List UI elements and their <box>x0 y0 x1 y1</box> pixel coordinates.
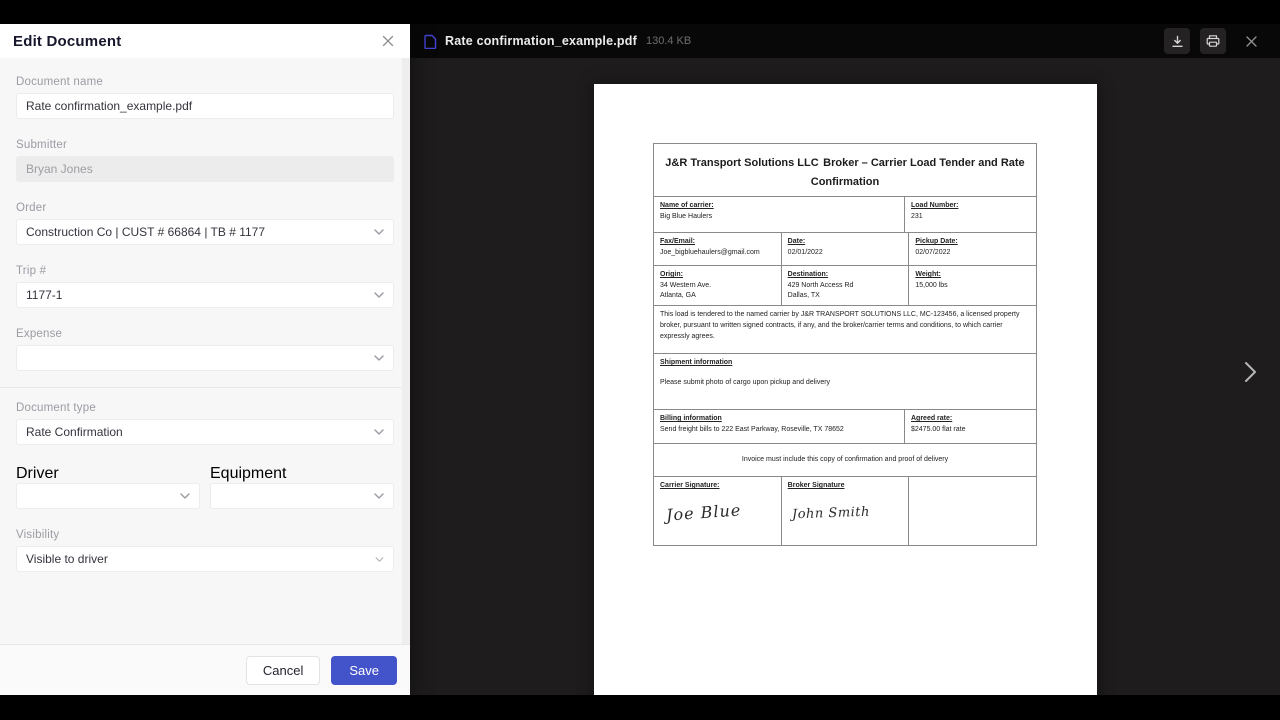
invoice-note: Invoice must include this copy of confirmation and proof of delivery <box>741 456 949 464</box>
trip-label: Trip # <box>16 265 47 277</box>
top-letterbox-bar <box>0 0 1280 24</box>
trip-select-value: 1177-1 <box>26 288 63 302</box>
viewer-file-size: 130.4 KB <box>645 35 692 47</box>
agreed-rate-label: Agreed rate: <box>911 415 953 422</box>
expense-label: Expense <box>16 328 63 340</box>
pickup-date-cell <box>908 233 1036 265</box>
modal-header <box>0 24 410 58</box>
document-type-select[interactable] <box>16 419 394 445</box>
carrier-label: Name of carrier: <box>660 202 714 209</box>
order-select-value: Construction Co | CUST # 66864 | TB # 1177 <box>26 225 266 239</box>
visibility-field-group <box>16 529 394 572</box>
order-select[interactable] <box>16 219 394 245</box>
modal-close-button[interactable] <box>381 34 395 48</box>
broker-signature-label: Broker Signature <box>787 482 845 489</box>
order-label: Order <box>16 202 47 214</box>
table-row <box>654 476 1036 545</box>
invoice-note-cell <box>654 451 1036 468</box>
submitter-input <box>16 156 394 182</box>
table-row <box>654 443 1036 476</box>
carrier-signature: Joe Blue <box>665 500 742 525</box>
expense-field-group <box>16 328 394 371</box>
legal-cell <box>654 306 1036 353</box>
table-row <box>654 265 1036 305</box>
order-field-group <box>16 202 394 245</box>
table-row <box>654 305 1036 353</box>
pdf-viewer-header <box>410 24 1280 58</box>
legal-text: This load is tendered to the named carrier by J&R TRANSPORT SOLUTIONS LLC, MC-123456, a licensed property broker, pursuant to written signed contracts, if any, and the broker/carrier terms and conditions, to which carrier expressly agrees. <box>660 311 1020 340</box>
load-number-label: Load Number: <box>911 202 959 209</box>
modal-title: Edit Document <box>13 32 122 50</box>
modal-footer <box>0 644 410 695</box>
trip-select[interactable] <box>16 282 394 308</box>
table-row <box>654 196 1036 232</box>
agreed-rate-value: $2475.00 flat rate <box>911 425 966 433</box>
download-icon <box>1171 35 1184 48</box>
document-name-input[interactable] <box>16 93 394 119</box>
date-cell <box>781 233 909 265</box>
driver-equipment-row <box>16 465 394 509</box>
carrier-signature-cell <box>654 477 781 545</box>
broker-signature-cell <box>781 477 909 545</box>
chevron-down-icon <box>180 493 190 499</box>
document-name-label: Document name <box>16 76 103 88</box>
date-value: 02/01/2022 <box>787 248 823 256</box>
submitter-label: Submitter <box>16 139 68 151</box>
carrier-signature-label: Carrier Signature: <box>660 482 720 489</box>
chevron-down-icon <box>374 229 384 235</box>
chevron-down-icon <box>374 355 384 361</box>
document-type-field-group <box>16 402 394 445</box>
broker-signature: John Smith <box>791 504 870 523</box>
printer-icon <box>1206 34 1220 48</box>
print-button[interactable] <box>1200 28 1226 54</box>
billing-cell <box>654 410 904 443</box>
chevron-down-icon <box>374 292 384 298</box>
modal-scrollbar[interactable] <box>402 58 410 668</box>
destination-cell <box>781 266 909 305</box>
weight-cell <box>908 266 1036 305</box>
shipment-text: Please submit photo of cargo upon pickup and delivery <box>660 378 831 386</box>
save-button[interactable]: Save <box>331 656 397 685</box>
billing-label: Billing information <box>660 415 722 422</box>
pdf-title-line1: J&R Transport Solutions LLC <box>665 157 819 169</box>
pdf-title-block <box>654 144 1036 196</box>
equipment-label: Equipment <box>210 465 287 482</box>
submitter-field-group <box>16 139 394 182</box>
document-type-select-value: Rate Confirmation <box>26 425 123 439</box>
close-icon <box>381 34 395 48</box>
pdf-file-icon <box>424 34 437 49</box>
driver-label: Driver <box>16 465 59 482</box>
origin-line1: 34 Western Ave. <box>660 281 712 289</box>
date-label: Date: <box>787 238 806 245</box>
load-number-cell <box>904 197 1036 232</box>
document-type-label: Document type <box>16 402 96 414</box>
agreed-rate-cell <box>904 410 1036 443</box>
download-button[interactable] <box>1164 28 1190 54</box>
pickup-date-label: Pickup Date: <box>915 238 958 245</box>
shipment-cell <box>654 354 1036 409</box>
trip-field-group <box>16 265 394 308</box>
shipment-label: Shipment information <box>660 359 733 366</box>
edit-document-modal <box>0 24 410 695</box>
cancel-button[interactable]: Cancel <box>246 656 320 685</box>
viewer-file-name: Rate confirmation_example.pdf <box>445 34 637 48</box>
visibility-label: Visibility <box>16 529 60 541</box>
origin-cell <box>654 266 781 305</box>
table-row <box>654 409 1036 443</box>
document-name-field-group <box>16 76 394 119</box>
fax-email-cell <box>654 233 781 265</box>
fax-email-label: Fax/Email: <box>660 238 696 245</box>
billing-text: Send freight bills to 222 East Parkway, Roseville, TX 78652 <box>660 425 844 433</box>
origin-label: Origin: <box>660 271 683 278</box>
table-row <box>654 232 1036 265</box>
expense-select[interactable] <box>16 345 394 371</box>
modal-body <box>0 58 410 572</box>
chevron-down-icon <box>375 557 384 562</box>
bottom-letterbox-bar <box>0 695 1280 720</box>
driver-field-group <box>16 465 200 509</box>
next-page-button[interactable] <box>1243 360 1258 389</box>
pickup-date-value: 02/07/2022 <box>915 248 951 256</box>
equipment-select[interactable] <box>210 483 394 509</box>
section-divider <box>0 387 410 388</box>
destination-line1: 429 North Access Rd <box>787 281 854 289</box>
destination-line2: Dallas, TX <box>787 291 820 299</box>
weight-value: 15,000 lbs <box>915 281 948 289</box>
rate-confirmation-table <box>653 143 1037 546</box>
empty-signature-cell <box>908 477 1036 545</box>
chevron-down-icon <box>374 429 384 435</box>
origin-line2: Atlanta, GA <box>660 291 696 299</box>
carrier-cell <box>654 197 904 232</box>
load-number-value: 231 <box>911 212 923 220</box>
viewer-close-button[interactable] <box>1238 28 1264 54</box>
pdf-page <box>594 84 1097 695</box>
visibility-select[interactable] <box>16 546 394 572</box>
close-icon <box>1245 35 1258 48</box>
visibility-select-value: Visible to driver <box>26 552 108 566</box>
pdf-title-line2: Broker – Carrier Load Tender and Rate Confirmation <box>810 157 1025 188</box>
equipment-field-group <box>210 465 394 509</box>
weight-label: Weight: <box>915 271 941 278</box>
driver-select[interactable] <box>16 483 200 509</box>
table-row <box>654 353 1036 409</box>
fax-email-value: Joe_bigbluehaulers@gmail.com <box>660 248 760 256</box>
pdf-viewer-body <box>410 58 1280 695</box>
destination-label: Destination: <box>787 271 829 278</box>
chevron-down-icon <box>374 493 384 499</box>
carrier-value: Big Blue Haulers <box>660 212 713 220</box>
